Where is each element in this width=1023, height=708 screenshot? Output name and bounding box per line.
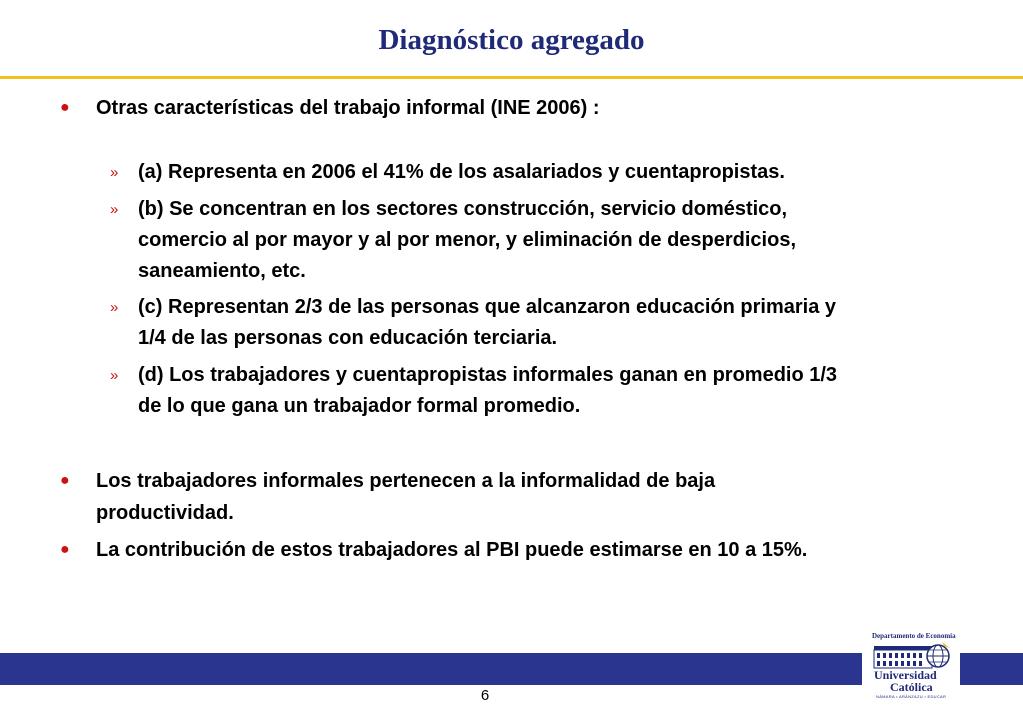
logo-department-text: Departamento de Economía	[872, 632, 956, 640]
slide-title: Diagnóstico agregado	[378, 24, 645, 56]
bullet-item	[60, 465, 960, 529]
chevron-right-icon: »	[110, 299, 119, 316]
building-emblem-icon	[872, 640, 954, 670]
chevron-right-icon: »	[110, 201, 119, 218]
bullet-text: La contribución de estos trabajadores al PBI puede estimarse en 10 a 15%.	[96, 539, 808, 561]
page-number: 6	[480, 687, 490, 704]
sub-bullet-text: (a) Representa en 2006 el 41% de los asalariados y cuentapropistas.	[138, 161, 785, 183]
bullet-dot-icon: ●	[60, 472, 70, 489]
sub-bullet-item	[110, 157, 970, 188]
bullet-dot-icon: ●	[60, 541, 70, 558]
university-logo	[872, 632, 954, 702]
sub-bullet-item	[110, 360, 970, 422]
logo-name-line2: Católica	[890, 680, 933, 694]
sub-bullet-text: (d) Los trabajadores y cuentapropistas informales ganan en promedio 1/3 de lo que gana un trabajador formal promedio.	[138, 364, 838, 417]
chevron-right-icon: »	[110, 367, 119, 384]
bullet-item	[60, 92, 960, 124]
chevron-right-icon: »	[110, 164, 119, 181]
bullet-text: Otras características del trabajo informal (INE 2006) :	[96, 97, 600, 119]
sub-bullet-text: (c) Representan 2/3 de las personas que alcanzaron educación primaria y 1/4 de las personas con educación terciaria.	[138, 296, 837, 349]
bullet-item	[60, 534, 960, 566]
logo-name-line1: Universidad	[874, 668, 937, 682]
sub-bullet-text: (b) Se concentran en los sectores construcción, servicio doméstico, comercio al por mayor y al por menor, y eliminación de desperdicios, saneamiento, etc.	[138, 198, 796, 282]
bullet-text: Los trabajadores informales pertenecen a la informalidad de baja productividad.	[96, 470, 716, 524]
logo-motto-text: NÁMARA • ARÁNZAZU • EDUCAR	[876, 694, 947, 699]
sub-bullet-item	[110, 292, 970, 354]
sub-bullet-item	[110, 194, 970, 287]
bullet-dot-icon: ●	[60, 99, 70, 116]
